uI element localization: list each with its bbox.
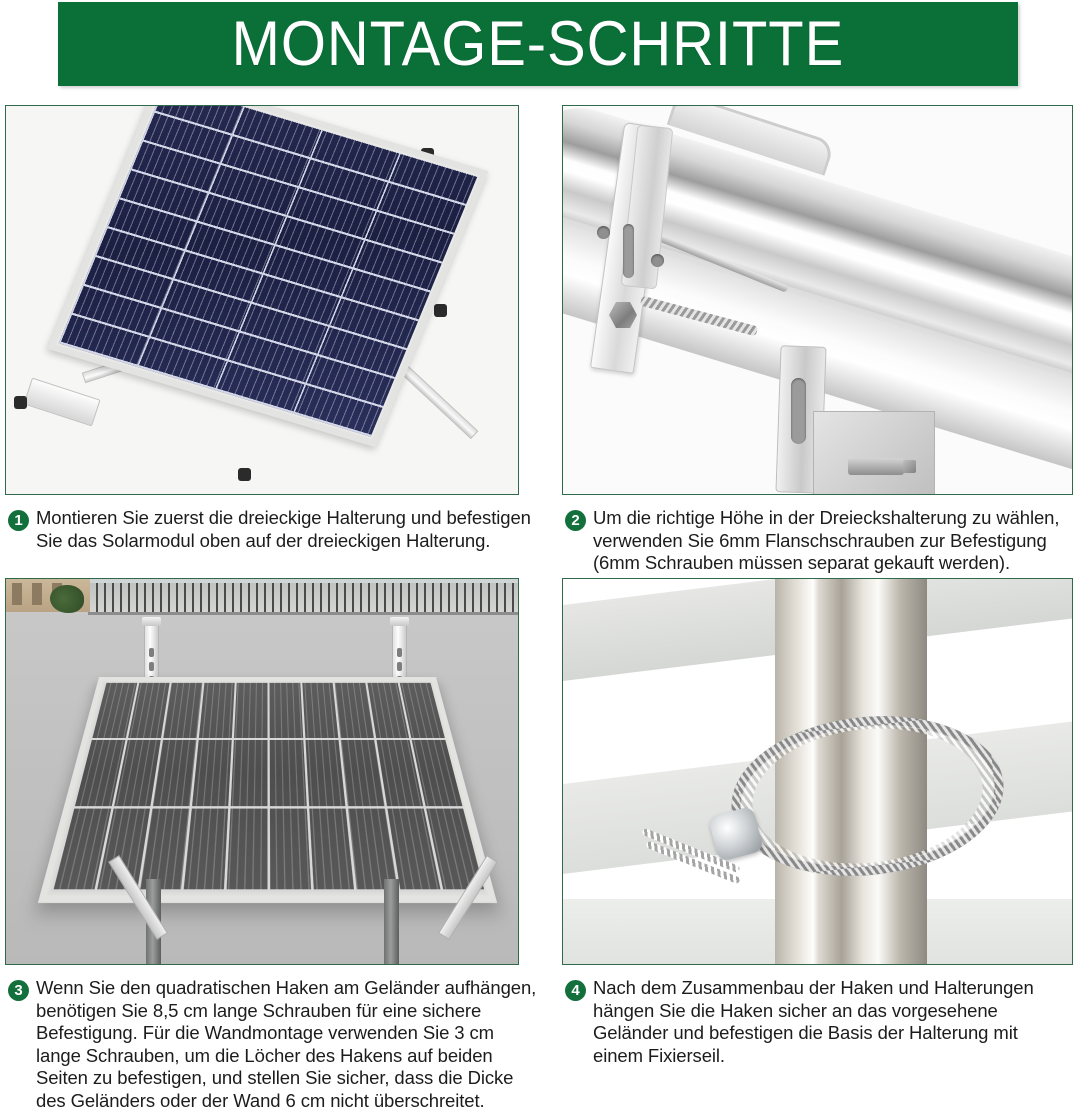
step-card-2 [562, 105, 1073, 575]
step-number-badge-2: 2 [565, 510, 586, 531]
caption-line: Befestigung. Für die Wandmontage verwenden Sie 3 cm [36, 1022, 536, 1045]
step-number-badge-4: 4 [565, 980, 586, 1001]
step-caption-3 [5, 977, 519, 1112]
step-caption-4 [562, 977, 1073, 1067]
railing-bracket-closeup-photo [562, 105, 1073, 495]
caption-line: lange Schrauben, um die Löcher des Hakens auf beiden [36, 1045, 536, 1068]
step-caption-text-1 [36, 507, 531, 552]
caption-line: Sie das Solarmodul oben auf der dreieckigen Halterung. [36, 530, 531, 553]
header-banner [58, 2, 1018, 86]
post-wire-rope-fixing-photo [562, 578, 1073, 965]
step-caption-text-4 [593, 977, 1034, 1067]
caption-line: Nach dem Zusammenbau der Haken und Halterungen [593, 977, 1034, 1000]
caption-line: Geländer und befestigen die Basis der Halterung mit [593, 1022, 1034, 1045]
page-title: MONTAGE-SCHRITTE [232, 13, 845, 76]
step-caption-text-3 [36, 977, 536, 1112]
caption-line: Wenn Sie den quadratischen Haken am Geländer aufhängen, [36, 977, 536, 1000]
caption-line: einem Fixierseil. [593, 1045, 1034, 1068]
step-caption-1 [5, 507, 519, 552]
step-number-badge-3: 3 [8, 980, 29, 1001]
wall-mounted-solar-panel-photo [5, 578, 519, 965]
caption-line: verwenden Sie 6mm Flanschschrauben zur Befestigung [593, 530, 1059, 553]
step-caption-text-2 [593, 507, 1059, 575]
steps-grid [0, 96, 1080, 1083]
caption-line: hängen Sie die Haken sicher an das vorgesehene [593, 1000, 1034, 1023]
step-caption-2 [562, 507, 1073, 575]
step-card-3 [5, 578, 519, 1112]
caption-line: (6mm Schrauben müssen separat gekauft werden). [593, 552, 1059, 575]
caption-line: Um die richtige Höhe in der Dreieckshalterung zu wählen, [593, 507, 1059, 530]
step-card-4 [562, 578, 1073, 1067]
step-number-badge-1: 1 [8, 510, 29, 531]
caption-line: Seiten zu befestigen, und stellen Sie sicher, dass die Dicke [36, 1067, 536, 1090]
caption-line: des Geländers oder der Wand 6 cm nicht überschreitet. [36, 1090, 536, 1112]
step-card-1 [5, 105, 519, 552]
caption-line: Montieren Sie zuerst die dreieckige Halterung und befestigen [36, 507, 531, 530]
solar-panel-triangular-bracket-photo [5, 105, 519, 495]
caption-line: benötigen Sie 8,5 cm lange Schrauben für eine sichere [36, 1000, 536, 1023]
